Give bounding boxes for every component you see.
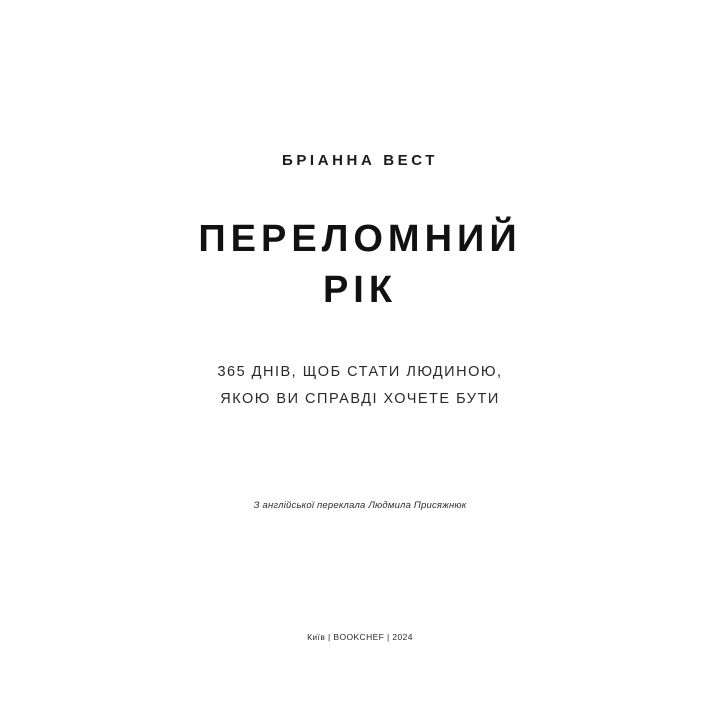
book-title [198, 217, 521, 313]
book-title-line-1: ПЕРЕЛОМНИЙ [198, 218, 522, 260]
author-name: БРІАННА ВЕСТ [281, 152, 439, 169]
book-subtitle [217, 359, 502, 414]
translator-note: З англійської переклала Людмила Присяжнюк [253, 499, 467, 511]
book-title-line-2: РІК [322, 268, 398, 311]
publisher-imprint: Київ | BOOKCHEF | 2024 [307, 632, 413, 642]
book-subtitle-line-1: 365 ДНІВ, ЩОБ СТАТИ ЛЮДИНОЮ, [217, 363, 503, 380]
book-subtitle-line-2: ЯКОЮ ВИ СПРАВДІ ХОЧЕТЕ БУТИ [220, 391, 500, 408]
